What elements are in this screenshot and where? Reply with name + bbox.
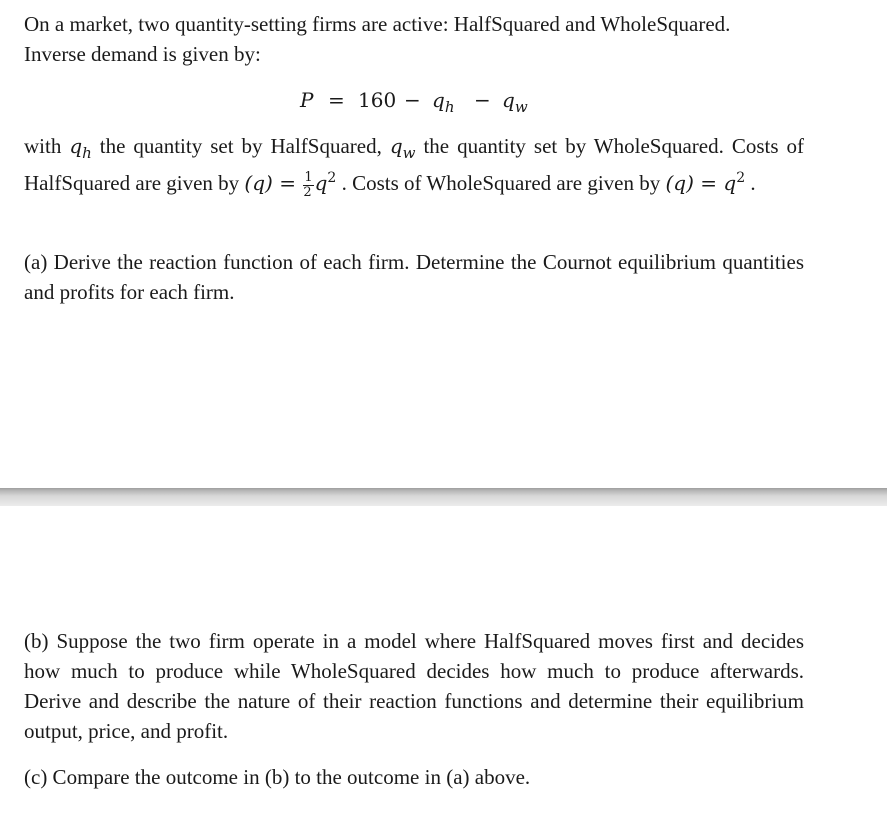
page-divider	[0, 488, 887, 506]
qw-symbol: q	[389, 134, 403, 158]
half-cost-exponent: 2	[327, 170, 337, 186]
half-fraction-denominator: 2	[303, 184, 312, 200]
qw-subscript: w	[402, 144, 416, 162]
equation-price-symbol: P	[300, 88, 314, 112]
equation-qw-subscript: w	[514, 98, 528, 116]
intro-paragraph	[24, 9, 804, 69]
whole-cost-q: q	[723, 171, 737, 195]
qh-subscript: h	[82, 144, 92, 162]
equation-qw-base: q	[502, 88, 515, 112]
half-cost-q: q	[314, 171, 328, 195]
whole-cost-argument: (q)	[665, 171, 694, 195]
equation-term-qh	[432, 84, 454, 116]
equation-constant: 160	[358, 88, 397, 112]
costs-text-2: the quantity set by HalfSquared,	[91, 134, 390, 158]
question-c: (c) Compare the outcome in (b) to the outcome in (a) above.	[24, 765, 531, 789]
costs-text-5: .	[745, 171, 756, 195]
whole-cost-equals: =	[693, 171, 724, 195]
costs-text-3: the quantity set by WholeSquared. Costs of HalfSquared are given by	[24, 134, 804, 195]
intro-line-1: On a market, two quantity-setting firms are active: HalfSquared and WholeSquared.	[24, 12, 731, 36]
question-b: (b) Suppose the two firm operate in a model where HalfSquared moves first and decides how much to produce while WholeSquared decides how much to produce afterwards. Derive and describe the nature of their reaction functions and determine their equilibrium output, price, and profit.	[24, 629, 804, 743]
costs-text-4: . Costs of WholeSquared are given by	[336, 171, 666, 195]
equation-qh-base: q	[432, 88, 445, 112]
equation-minus-sign-1: −	[404, 88, 421, 112]
half-fraction	[303, 171, 313, 200]
equation-term-qw	[502, 84, 528, 116]
costs-paragraph	[24, 128, 804, 202]
intro-line-2: Inverse demand is given by:	[24, 42, 261, 66]
equation-minus-sign-2: −	[474, 88, 491, 112]
costs-text-1: with	[24, 134, 70, 158]
half-cost-equals: =	[272, 171, 303, 195]
equation-equals-sign: =	[328, 88, 345, 112]
half-fraction-numerator: 1	[304, 169, 313, 185]
qh-symbol: q	[69, 134, 83, 158]
whole-cost-exponent: 2	[736, 170, 746, 186]
question-a: (a) Derive the reaction function of each firm. Determine the Cournot equilibrium quantities and profits for each firm.	[24, 250, 804, 304]
half-cost-argument: (q)	[244, 171, 273, 195]
inverse-demand-equation	[0, 84, 887, 116]
equation-qh-subscript: h	[444, 98, 455, 116]
